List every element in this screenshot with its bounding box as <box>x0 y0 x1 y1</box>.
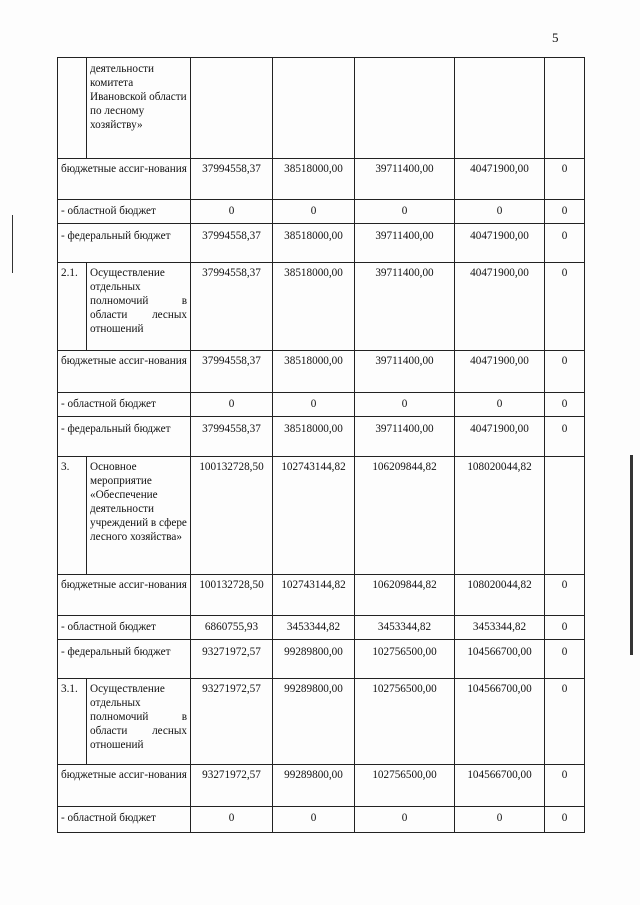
value-cell: 39711400,00 <box>355 159 455 200</box>
value-cell: 39711400,00 <box>355 224 455 263</box>
value-cell: 37994558,37 <box>191 224 273 263</box>
value-cell: 40471900,00 <box>455 417 545 457</box>
value-cell: 93271972,57 <box>191 765 273 807</box>
row-label: - областной бюджет <box>58 807 191 833</box>
table-row <box>58 575 585 616</box>
table-row <box>58 765 585 807</box>
value-cell: 3453344,82 <box>455 616 545 640</box>
table-row <box>58 616 585 640</box>
page-number: 5 <box>552 30 559 45</box>
value-cell: 0 <box>455 393 545 417</box>
table-row <box>58 393 585 417</box>
row-label: - федеральный бюджет <box>58 224 191 263</box>
value-cell: 40471900,00 <box>455 159 545 200</box>
value-cell: 39711400,00 <box>355 351 455 393</box>
value-cell: 37994558,37 <box>191 351 273 393</box>
idx-cell: 3. <box>58 457 87 575</box>
value-cell: 106209844,82 <box>355 457 455 575</box>
table-row <box>58 457 585 575</box>
desc-cell: Основное мероприятие «Обеспечение деятельности учреждений в сфере лесного хозяйства» <box>87 457 191 575</box>
scan-mark-right <box>630 455 633 655</box>
table-row <box>58 58 585 159</box>
value-cell: 3453344,82 <box>273 616 355 640</box>
value-cell: 99289800,00 <box>273 640 355 679</box>
row-label: - федеральный бюджет <box>58 640 191 679</box>
value-cell: 0 <box>191 200 273 224</box>
value-cell: 104566700,00 <box>455 765 545 807</box>
value-cell: 0 <box>191 393 273 417</box>
row-label: - областной бюджет <box>58 200 191 224</box>
value-cell: 37994558,37 <box>191 263 273 351</box>
value-cell: 102756500,00 <box>355 640 455 679</box>
value-cell <box>191 58 273 159</box>
value-cell: 40471900,00 <box>455 224 545 263</box>
value-cell: 0 <box>545 807 585 833</box>
value-cell: 100132728,50 <box>191 575 273 616</box>
value-cell: 0 <box>355 393 455 417</box>
row-label: - областной бюджет <box>58 393 191 417</box>
value-cell: 0 <box>545 417 585 457</box>
scan-mark-left <box>12 215 13 273</box>
value-cell: 0 <box>545 200 585 224</box>
table-row <box>58 807 585 833</box>
value-cell: 0 <box>545 351 585 393</box>
row-label: - областной бюджет <box>58 616 191 640</box>
value-cell: 108020044,82 <box>455 457 545 575</box>
value-cell: 40471900,00 <box>455 263 545 351</box>
row-label: бюджетные ассиг-нования <box>58 351 191 393</box>
table-row <box>58 679 585 765</box>
value-cell: 0 <box>455 200 545 224</box>
value-cell: 0 <box>355 200 455 224</box>
idx-cell: 2.1. <box>58 263 87 351</box>
value-cell: 106209844,82 <box>355 575 455 616</box>
value-cell: 100132728,50 <box>191 457 273 575</box>
table-row <box>58 351 585 393</box>
table-row <box>58 224 585 263</box>
value-cell <box>545 457 585 575</box>
value-cell: 0 <box>355 807 455 833</box>
desc-cell: Осуществление отдельных полномочий в области лесных отношений <box>87 263 191 351</box>
value-cell: 0 <box>545 393 585 417</box>
value-cell: 38518000,00 <box>273 224 355 263</box>
value-cell: 38518000,00 <box>273 263 355 351</box>
value-cell: 0 <box>273 807 355 833</box>
value-cell: 0 <box>545 263 585 351</box>
value-cell: 38518000,00 <box>273 417 355 457</box>
value-cell: 38518000,00 <box>273 351 355 393</box>
value-cell: 39711400,00 <box>355 263 455 351</box>
row-label: бюджетные ассиг-нования <box>58 575 191 616</box>
value-cell: 99289800,00 <box>273 679 355 765</box>
value-cell: 0 <box>191 807 273 833</box>
value-cell: 37994558,37 <box>191 159 273 200</box>
value-cell: 99289800,00 <box>273 765 355 807</box>
table-row <box>58 159 585 200</box>
value-cell: 0 <box>455 807 545 833</box>
value-cell: 0 <box>545 159 585 200</box>
value-cell <box>455 58 545 159</box>
value-cell <box>273 58 355 159</box>
value-cell <box>355 58 455 159</box>
value-cell: 0 <box>545 616 585 640</box>
value-cell: 38518000,00 <box>273 159 355 200</box>
value-cell: 37994558,37 <box>191 417 273 457</box>
table-row <box>58 640 585 679</box>
budget-table <box>57 57 585 833</box>
value-cell: 0 <box>273 393 355 417</box>
value-cell: 102743144,82 <box>273 457 355 575</box>
value-cell: 39711400,00 <box>355 417 455 457</box>
table-row <box>58 200 585 224</box>
desc-cell: Осуществление отдельных полномочий в области лесных отношений <box>87 679 191 765</box>
value-cell: 0 <box>545 575 585 616</box>
value-cell: 104566700,00 <box>455 679 545 765</box>
table-row <box>58 263 585 351</box>
value-cell: 40471900,00 <box>455 351 545 393</box>
value-cell: 102743144,82 <box>273 575 355 616</box>
row-label: - федеральный бюджет <box>58 417 191 457</box>
value-cell <box>545 58 585 159</box>
value-cell: 108020044,82 <box>455 575 545 616</box>
value-cell: 102756500,00 <box>355 765 455 807</box>
value-cell: 102756500,00 <box>355 679 455 765</box>
value-cell: 0 <box>273 200 355 224</box>
row-label: бюджетные ассиг-нования <box>58 159 191 200</box>
value-cell: 93271972,57 <box>191 679 273 765</box>
value-cell: 6860755,93 <box>191 616 273 640</box>
row-label: бюджетные ассиг-нования <box>58 765 191 807</box>
value-cell: 93271972,57 <box>191 640 273 679</box>
value-cell: 3453344,82 <box>355 616 455 640</box>
value-cell: 0 <box>545 224 585 263</box>
value-cell: 0 <box>545 679 585 765</box>
desc-cell: деятельности комитета Ивановской области по лесному хозяйству» <box>87 58 191 159</box>
idx-cell: 3.1. <box>58 679 87 765</box>
value-cell: 104566700,00 <box>455 640 545 679</box>
table-row <box>58 417 585 457</box>
idx-cell <box>58 58 87 159</box>
value-cell: 0 <box>545 765 585 807</box>
value-cell: 0 <box>545 640 585 679</box>
